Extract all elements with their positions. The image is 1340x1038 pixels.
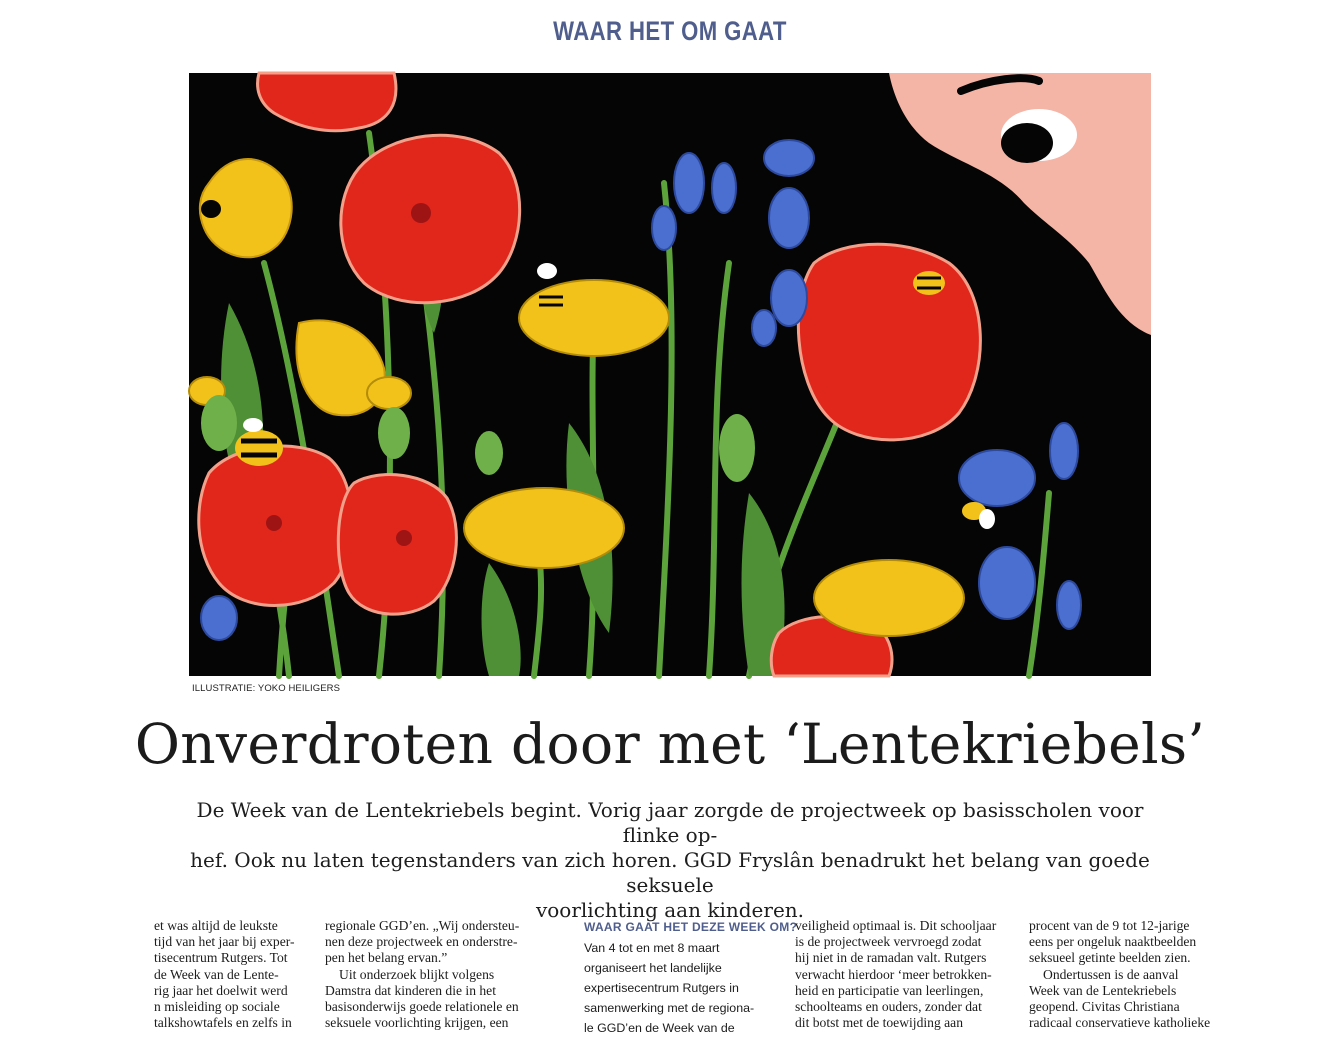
- info-box-line: samenwerking met de regiona-: [584, 1001, 755, 1015]
- body-line: hij niet in de ramadan valt. Rutgers: [795, 950, 987, 966]
- body-line: et was altijd de leukste: [154, 918, 278, 933]
- body-line: procent van de 9 tot 12-jarige: [1029, 918, 1190, 933]
- body-line: Week van de Lentekriebels: [1029, 982, 1177, 998]
- body-line: Uit onderzoek blijkt volgens: [339, 966, 495, 982]
- body-line: n misleiding op sociale: [154, 999, 280, 1015]
- section-kicker: WAAR HET OM GAAT: [553, 16, 787, 46]
- body-line: pen het belang ervan.”: [325, 950, 448, 966]
- body-line: seksuele voorlichting krijgen, een: [325, 1015, 509, 1031]
- body-line: de Week van de Lente-: [154, 966, 279, 982]
- info-box-line: le GGD’en de Week van de: [584, 1021, 735, 1035]
- body-column-4: [795, 918, 1017, 1031]
- body-column-2: [325, 918, 547, 1031]
- body-column-1: [154, 918, 312, 1031]
- info-box-title: WAAR GAAT HET DEZE WEEK OM?: [584, 920, 798, 934]
- info-box-line: Van 4 tot en met 8 maart: [584, 941, 720, 955]
- body-line: tijd van het jaar bij exper-: [154, 934, 295, 950]
- body-line: veiligheid optimaal is. Dit schooljaar: [795, 918, 997, 933]
- article-illustration: [189, 73, 1151, 676]
- body-line: Ondertussen is de aanval: [1043, 966, 1179, 982]
- flowers-illustration: [189, 73, 1151, 676]
- body-line: is de projectweek vervroegd zodat: [795, 934, 982, 950]
- info-box: [584, 918, 798, 1038]
- body-line: radicaal conservatieve katholieke: [1029, 1015, 1211, 1031]
- body-line: schoolteams en ouders, zonder dat: [795, 999, 982, 1015]
- body-line: tisecentrum Rutgers. Tot: [154, 950, 288, 966]
- body-line: seksueel getinte beelden zien.: [1029, 950, 1191, 966]
- body-line: heid en participatie van leerlingen,: [795, 982, 984, 998]
- info-box-line: organiseert het landelijke: [584, 961, 722, 975]
- body-column-5: [1029, 918, 1211, 1031]
- lead-line: voorlichting aan kinderen.: [535, 898, 805, 922]
- body-line: Damstra dat kinderen die in het: [325, 982, 496, 998]
- image-credit: ILLUSTRATIE: YOKO HEILIGERS: [192, 683, 341, 694]
- body-line: nen deze projectweek en onderstre-: [325, 934, 518, 950]
- body-line: talkshowtafels en zelfs in: [154, 1015, 292, 1031]
- body-line: rig jaar het doelwit werd: [154, 982, 288, 998]
- lead-line: De Week van de Lentekriebels begint. Vorig jaar zorgde de projectweek op basisscholen voor flinke op-: [196, 798, 1144, 847]
- article-lead: [185, 798, 1155, 923]
- article-headline: Onverdroten door met ‘Lentekriebels’: [134, 712, 1206, 776]
- body-line: basisonderwijs goede relationele en: [325, 999, 519, 1015]
- body-line: dit botst met de toewijding aan: [795, 1015, 964, 1031]
- lead-line: hef. Ook nu laten tegenstanders van zich horen. GGD Fryslân benadrukt het belang van goede seksuele: [190, 848, 1150, 897]
- body-line: geopend. Civitas Christiana: [1029, 999, 1180, 1015]
- body-line: eens per ongeluk naaktbeelden: [1029, 934, 1197, 950]
- body-line: regionale GGD’en. „Wij ondersteu-: [325, 918, 520, 933]
- body-line: verwacht hierdoor ‘meer betrokken-: [795, 966, 992, 982]
- info-box-line: expertisecentrum Rutgers in: [584, 981, 739, 995]
